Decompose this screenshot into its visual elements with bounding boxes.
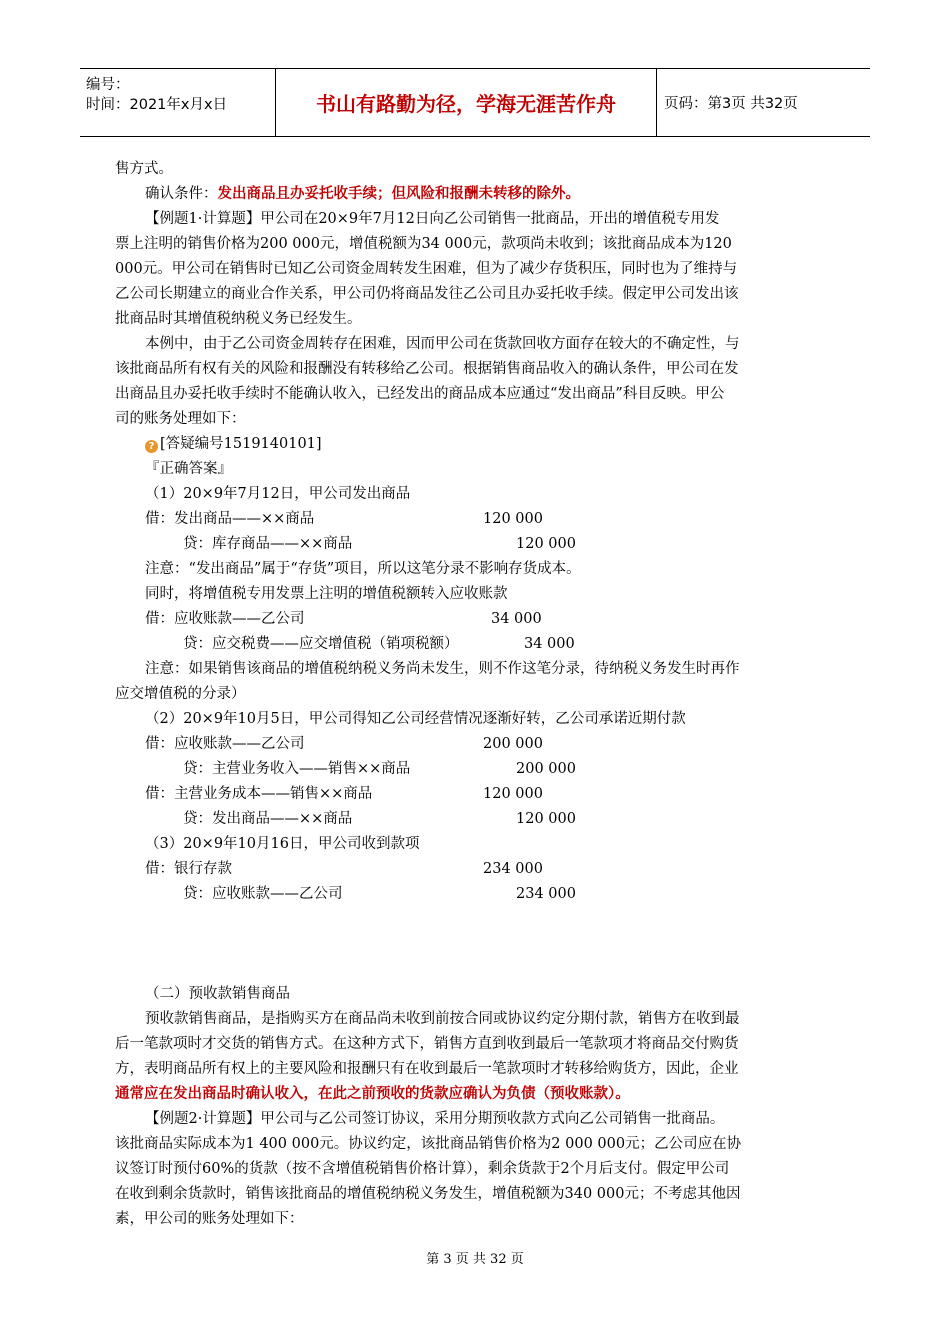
- journal-entry-debit: 借：银行存款: [145, 861, 232, 877]
- journal-entry-debit: 借：应收账款——乙公司: [145, 736, 305, 752]
- paragraph-line: 同时，将增值税专用发票上注明的增值税额转入应收账款: [145, 586, 508, 602]
- paragraph-line: 批商品时其增值税纳税义务已经发生。: [115, 311, 362, 327]
- paragraph-highlight: 通常应在发出商品时确认收入，在此之前预收的货款应确认为负债（预收账款）。: [115, 1086, 630, 1102]
- journal-entry-credit: 贷：发出商品——××商品: [183, 811, 353, 827]
- paragraph-line: 该批商品实际成本为1 400 000元。协议约定，该批商品销售价格为2 000 000元；乙公司应在协: [115, 1136, 742, 1152]
- paragraph-line: 售方式。: [115, 161, 173, 177]
- paragraph-line: 注意：如果销售该商品的增值税纳税义务尚未发生，则不作这笔分录，待纳税义务发生时再作: [145, 661, 740, 677]
- paragraph-line: 【例题2·计算题】甲公司与乙公司签订协议，采用分期预收款方式向乙公司销售一批商品。: [145, 1111, 725, 1127]
- page-footer: 第 3 页 共 32 页: [426, 1252, 524, 1267]
- journal-amount: 234 000: [483, 861, 543, 877]
- question-icon: ?: [145, 440, 158, 453]
- paragraph-line: 出商品且办妥托收手续时不能确认收入，已经发出的商品成本应通过“发出商品”科目反映。甲公: [115, 386, 725, 402]
- paragraph-line: [145, 184, 580, 204]
- header-page-number: 页码：第3页 共32页: [664, 96, 798, 112]
- paragraph-line: 素，甲公司的账务处理如下：: [115, 1211, 304, 1227]
- section-heading: （二）预收款销售商品: [145, 986, 290, 1002]
- step-heading: （3）20×9年10月16日，甲公司收到款项: [145, 836, 420, 852]
- paragraph-line: 在收到剩余货款时，销售该批商品的增值税纳税义务发生，增值税额为340 000元；不考虑其他因: [115, 1186, 741, 1202]
- journal-entry-credit: 贷：主营业务收入——销售××商品: [183, 761, 411, 777]
- header-meta: [80, 69, 276, 136]
- journal-entry-debit: 借：主营业务成本——销售××商品: [145, 786, 373, 802]
- paragraph-line: 该批商品所有权有关的风险和报酬没有转移给乙公司。根据销售商品收入的确认条件，甲公司在发: [115, 361, 739, 377]
- paragraph-line: 【例题1·计算题】甲公司在20×9年7月12日向乙公司销售一批商品，开出的增值税专用发: [145, 211, 720, 227]
- journal-amount: 34 000: [524, 636, 575, 652]
- journal-amount: 234 000: [516, 886, 576, 902]
- journal-amount: 120 000: [483, 511, 543, 527]
- journal-entry-credit: 贷：应收账款——乙公司: [183, 886, 343, 902]
- journal-amount: 120 000: [483, 786, 543, 802]
- paragraph-line: 后一笔款项时才交货的销售方式。在这种方式下，销售方直到收到最后一笔款项才将商品交付购货: [115, 1036, 739, 1052]
- paragraph-line: 本例中，由于乙公司资金周转存在困难，因而甲公司在货款回收方面存在较大的不确定性，与: [145, 336, 740, 352]
- journal-amount: 120 000: [516, 811, 576, 827]
- page-header: [80, 68, 870, 137]
- qa-reference-label: [答疑编号1519140101]: [160, 436, 322, 452]
- step-heading: （2）20×9年10月5日，甲公司得知乙公司经营情况逐渐好转，乙公司承诺近期付款: [145, 711, 686, 727]
- condition-highlight: 发出商品且办妥托收手续；但风险和报酬未转移的除外。: [217, 186, 580, 202]
- journal-entry-credit: 贷：应交税费——应交增值税（销项税额）: [183, 636, 459, 652]
- journal-entry-credit: 贷：库存商品——××商品: [183, 536, 353, 552]
- qa-reference[interactable]: [145, 434, 322, 454]
- paragraph-line: 预收款销售商品，是指购买方在商品尚未收到前按合同或协议约定分期付款，销售方在收到最: [145, 1011, 740, 1027]
- journal-amount: 34 000: [491, 611, 542, 627]
- paragraph-line: 000元。甲公司在销售时已知乙公司资金周转发生困难，但为了减少存货积压，同时也为了维持与: [115, 261, 738, 277]
- paragraph-line: 议签订时预付60%的货款（按不含增值税销售价格计算），剩余货款于2个月后支付。假定甲公司: [115, 1161, 730, 1177]
- paragraph-line: 注意：“发出商品”属于“存货”项目，所以这笔分录不影响存货成本。: [145, 561, 581, 577]
- journal-amount: 200 000: [516, 761, 576, 777]
- step-heading: （1）20×9年7月12日，甲公司发出商品: [145, 486, 411, 502]
- condition-label: 确认条件：: [145, 186, 218, 202]
- paragraph-line: 票上注明的销售价格为200 000元，增值税额为34 000元，款项尚未收到；该批商品成本为120: [115, 236, 732, 252]
- journal-amount: 200 000: [483, 736, 543, 752]
- journal-entry-debit: 借：发出商品——××商品: [145, 511, 315, 527]
- paragraph-line: 应交增值税的分录）: [115, 686, 246, 702]
- answer-heading: 『正确答案』: [145, 461, 232, 477]
- header-motto: 书山有路勤为径，学海无涯苦作舟: [276, 69, 657, 136]
- journal-entry-debit: 借：应收账款——乙公司: [145, 611, 305, 627]
- paragraph-line: 乙公司长期建立的商业合作关系，甲公司仍将商品发往乙公司且办妥托收手续。假定甲公司发出该: [115, 286, 739, 302]
- document-date: 时间：2021年x月x日: [86, 97, 228, 113]
- journal-amount: 120 000: [516, 536, 576, 552]
- document-number: 编号：: [86, 77, 130, 93]
- paragraph-line: 司的账务处理如下：: [115, 411, 246, 427]
- paragraph-line: 方，表明商品所有权上的主要风险和报酬只有在收到最后一笔款项时才转移给购货方，因此，企业: [115, 1061, 739, 1077]
